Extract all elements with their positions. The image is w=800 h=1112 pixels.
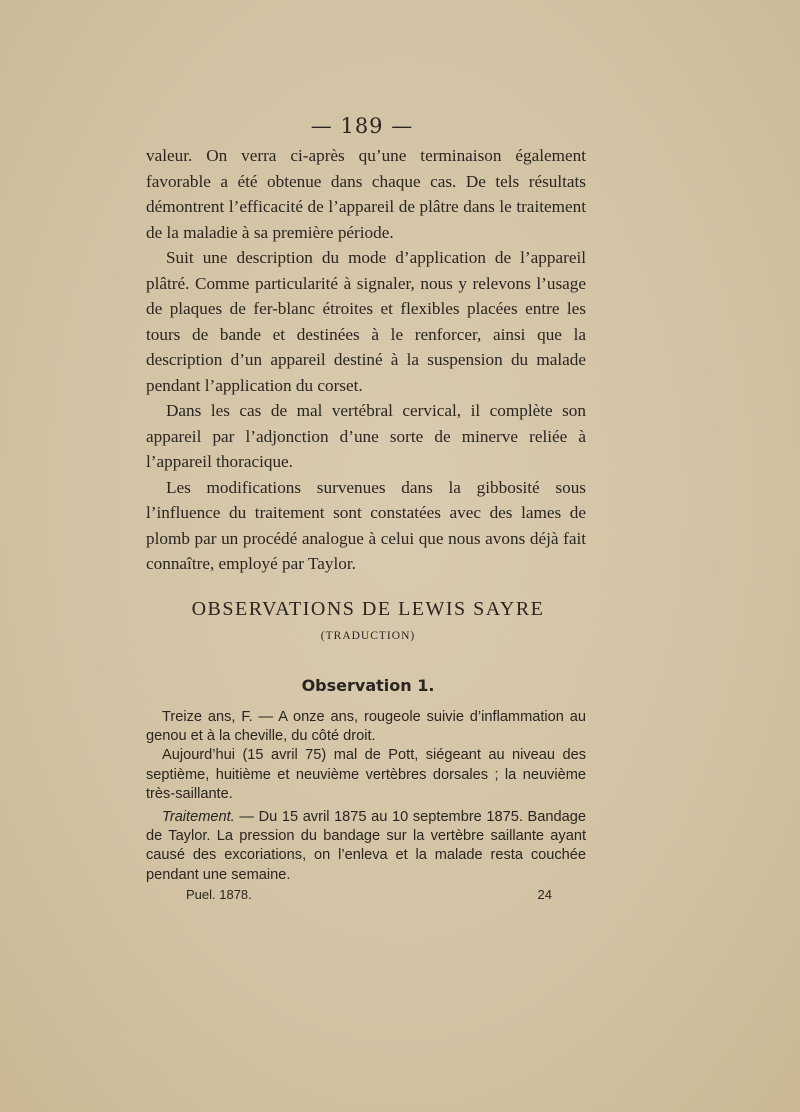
paragraph-2: Suit une description du mode d’application de l’appareil plâtré. Comme particularité à signaler, nous y relevons l’usage de plaques de fer-blanc étroites et flexibles placées entre les tours de bande et destinées à le renforcer, ainsi que la description d’un appareil destiné à la suspension du malade pendant l’application du corset. [146,248,586,395]
observation-paragraph-1: Treize ans, F. — A onze ans, rougeole suivie d’inflammation au genou et à la cheville, du côté droit. [146,709,586,745]
observation-heading: Observation 1. [301,676,435,695]
footer-sheet-number: 24 [537,887,552,902]
observation-paragraph-2: Aujourd’hui (15 avril 75) mal de Pott, siégeant au niveau des septième, huitième et neuvième vertèbres dorsales ; la neuvième très-saillante. [146,747,586,802]
section-title: OBSERVATIONS DE LEWIS SAYRE [191,598,545,620]
section-subtitle: (TRADUCTION) [320,630,416,642]
paragraph-4: Les modifications survenues dans la gibbosité sous l’influence du traitement sont constatées avec des lames de plomb par un procédé analogue à celui que nous avons déjà fait connaître, employé par Taylor. [146,477,586,573]
paragraph-3: Dans les cas de mal vertébral cervical, il complète son appareil par l’adjonction d’une sorte de minerve reliée à l’appareil thoracique. [146,401,586,471]
observation-text [146,708,586,889]
observation-paragraph-3 [146,808,586,885]
page-number: — 189 — [310,114,414,138]
footer-signature: Puel. 1878. [186,887,252,902]
main-text [146,143,586,577]
treatment-text: — Du 15 avril 1875 au 10 septembre 1875. Bandage de Taylor. La pression du bandage sur la vertèbre saillante ayant causé des excoriations, on l’enleva et la malade resta couchée pendant une semaine. [146,809,586,883]
paragraph-1: valeur. On verra ci-après qu’une terminaison également favorable a été obtenue dans chaque cas. De tels résultats démontrent l’efficacité de l’appareil de plâtre dans le traitement de la maladie à sa première période. [146,146,586,242]
treatment-label: Traitement. [162,809,235,826]
